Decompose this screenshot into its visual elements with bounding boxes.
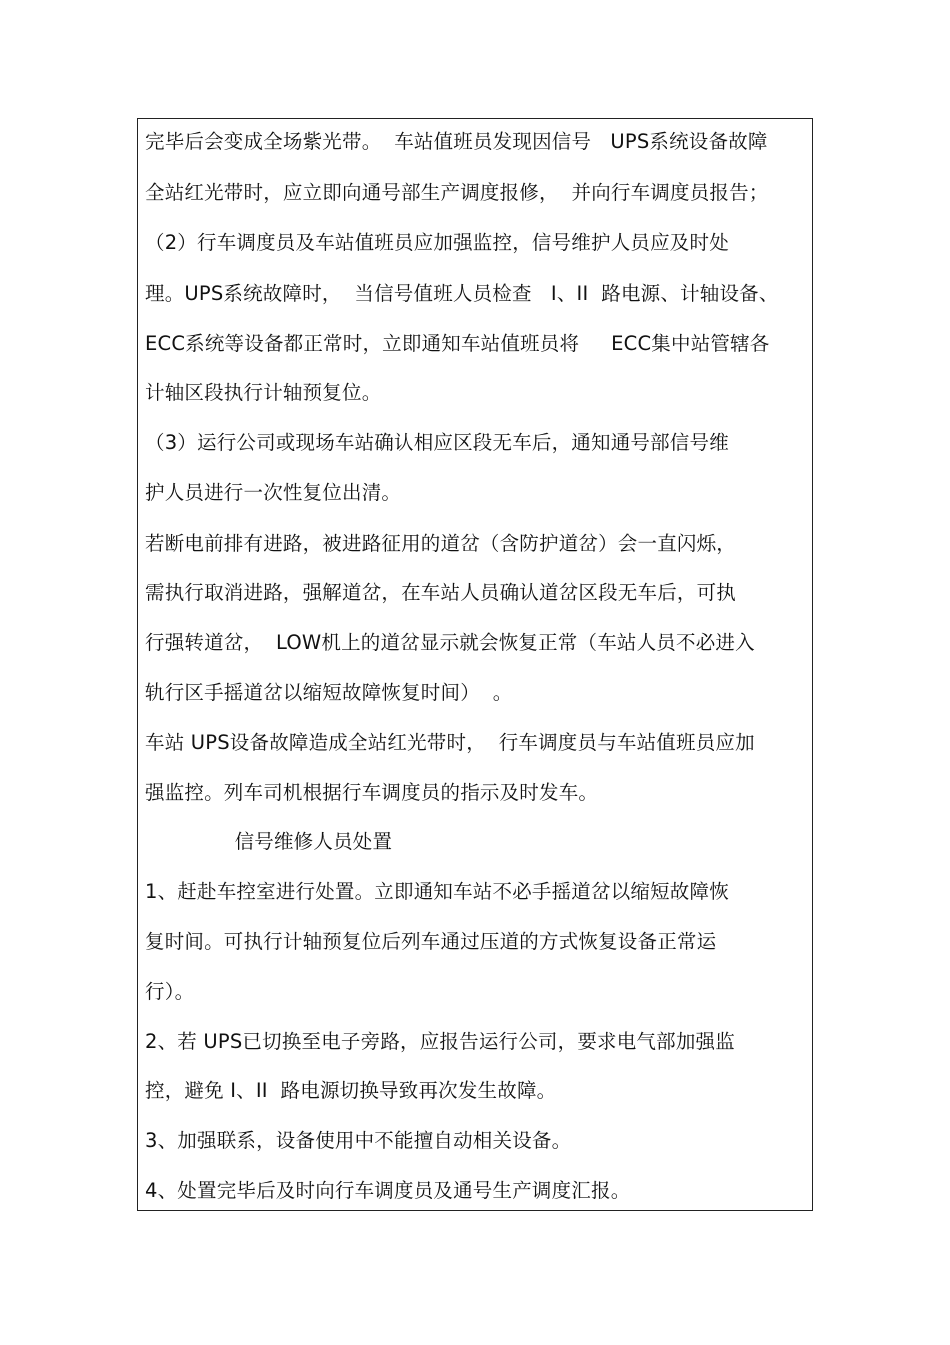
text-line: ECC系统等设备都正常时，立即通知车站值班员将 ECC集中站管辖各 <box>145 332 770 355</box>
text-line: 1、赶赴车控室进行处置。立即通知车站不必手摇道岔以缩短故障恢 <box>145 880 729 903</box>
text-line: 护人员进行一次性复位出清。 <box>145 481 402 504</box>
text-line: （2）行车调度员及车站值班员应加强监控，信号维护人员应及时处 <box>145 231 729 254</box>
text-line: 3、加强联系，设备使用中不能擅自动相关设备。 <box>145 1129 572 1152</box>
text-line: 若断电前排有进路，被进路征用的道岔（含防护道岔）会一直闪烁， <box>145 532 737 555</box>
text-line: 车站 UPS设备故障造成全站红光带时， 行车调度员与车站值班员应加 <box>145 731 755 754</box>
text-line: 2、若 UPS已切换至电子旁路，应报告运行公司，要求电气部加强监 <box>145 1030 735 1053</box>
text-line: 4、处置完毕后及时向行车调度员及通号生产调度汇报。 <box>145 1179 631 1202</box>
text-line: 计轴区段执行计轴预复位。 <box>145 381 382 404</box>
text-line: 轨行区手摇道岔以缩短故障恢复时间） 。 <box>145 681 513 704</box>
text-line: 需执行取消进路，强解道岔，在车站人员确认道岔区段无车后，可执 <box>145 581 737 604</box>
text-line: （3）运行公司或现场车站确认相应区段无车后，通知通号部信号维 <box>145 431 729 454</box>
section-heading: 信号维修人员处置 <box>145 830 393 853</box>
text-line: 控，避免 I、II 路电源切换导致再次发生故障。 <box>145 1079 557 1102</box>
text-line: 全站红光带时，应立即向通号部生产调度报修， 并向行车调度员报告； <box>145 181 769 204</box>
text-line: 行）。 <box>145 980 195 1003</box>
text-line: 复时间。可执行计轴预复位后列车通过压道的方式恢复设备正常运 <box>145 930 717 953</box>
text-line: 强监控。列车司机根据行车调度员的指示及时发车。 <box>145 781 599 804</box>
text-line: 行强转道岔， LOW机上的道岔显示就会恢复正常（车站人员不必进入 <box>145 631 755 654</box>
text-line: 理。UPS系统故障时， 当信号值班人员检查 I、II 路电源、计轴设备、 <box>145 282 779 305</box>
text-line: 完毕后会变成全场紫光带。 车站值班员发现因信号 UPS系统设备故障 <box>145 130 768 153</box>
